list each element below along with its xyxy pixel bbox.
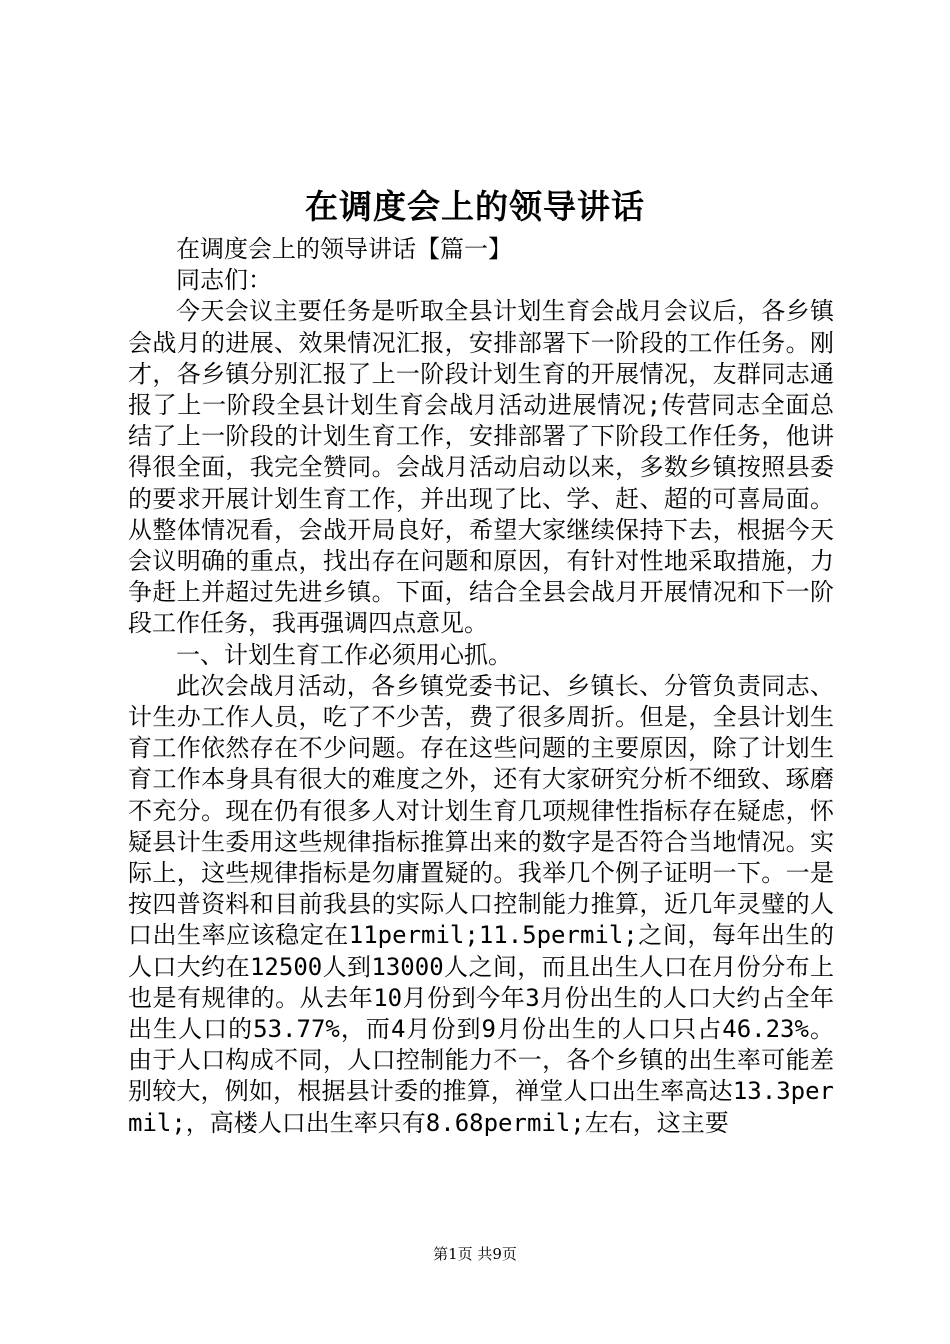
body-paragraph: 此次会战月活动，各乡镇党委书记、乡镇长、分管负责同志、计生办工作人员，吃了不少苦，费了很多周折。但是，全县计划生育工作依然存在不少问题。存在这些问题的主要原因，除了计划生育工作本身具有很大的难度之外，还有大家研究分析不细致、琢磨不充分。现在仍有很多人对计划生育几项规律性指标存在疑虑，怀疑县计生委用这些规律指标推算出来的数字是否符合当地情况。实际上，这些规律指标是勿庸置疑的。我举几个例子证明一下。一是按四普资料和目前我县的实际人口控制能力推算，近几年灵璧的人口出生率应该稳定在11permil;11.5permil;之间，每年出生的人口大约在12500人到13000人之间，而且出生人口在月份分布上也是有规律的。从去年10月份到今年3月份出生的人口大约占全年出生人口的53.77%，而4月份到9月份出生的人口只占46.23%。由于人口构成不同，人口控制能力不一，各个乡镇的出生率可能差别较大，例如，根据县计委的推算，禅堂人口出生率高达13.3permil;，高楼人口出生率只有8.68permil;左右，这主要 (128, 671, 834, 1137)
section-heading: 在调度会上的领导讲话【篇一】 (176, 235, 512, 263)
document-body (128, 234, 834, 1139)
salutation: 同志们： (176, 266, 272, 295)
body-paragraph: 今天会议主要任务是听取全县计划生育会战月会议后，各乡镇会战月的进展、效果情况汇报，安排部署下一阶段的工作任务。刚才，各乡镇分别汇报了上一阶段计划生育的开展情况，友群同志通报了上一阶段全县计划生育会战月活动进展情况;传营同志全面总结了上一阶段的计划生育工作，安排部署了下阶段工作任务，他讲得很全面，我完全赞同。会战月活动启动以来，多数乡镇按照县委的要求开展计划生育工作，并出现了比、学、赶、超的可喜局面。从整体情况看，会战开局良好，希望大家继续保持下去，根据今天会议明确的重点，找出存在问题和原因，有针对性地采取措施，力争赶上并超过先进乡镇。下面，结合全县会战月开展情况和下一阶段工作任务，我再强调四点意见。 (128, 297, 834, 638)
document-title: 在调度会上的领导讲话 (305, 187, 645, 226)
point-heading: 一、计划生育工作必须用心抓。 (176, 640, 512, 669)
page-number-footer: 第1页 共9页 (433, 1245, 517, 1263)
